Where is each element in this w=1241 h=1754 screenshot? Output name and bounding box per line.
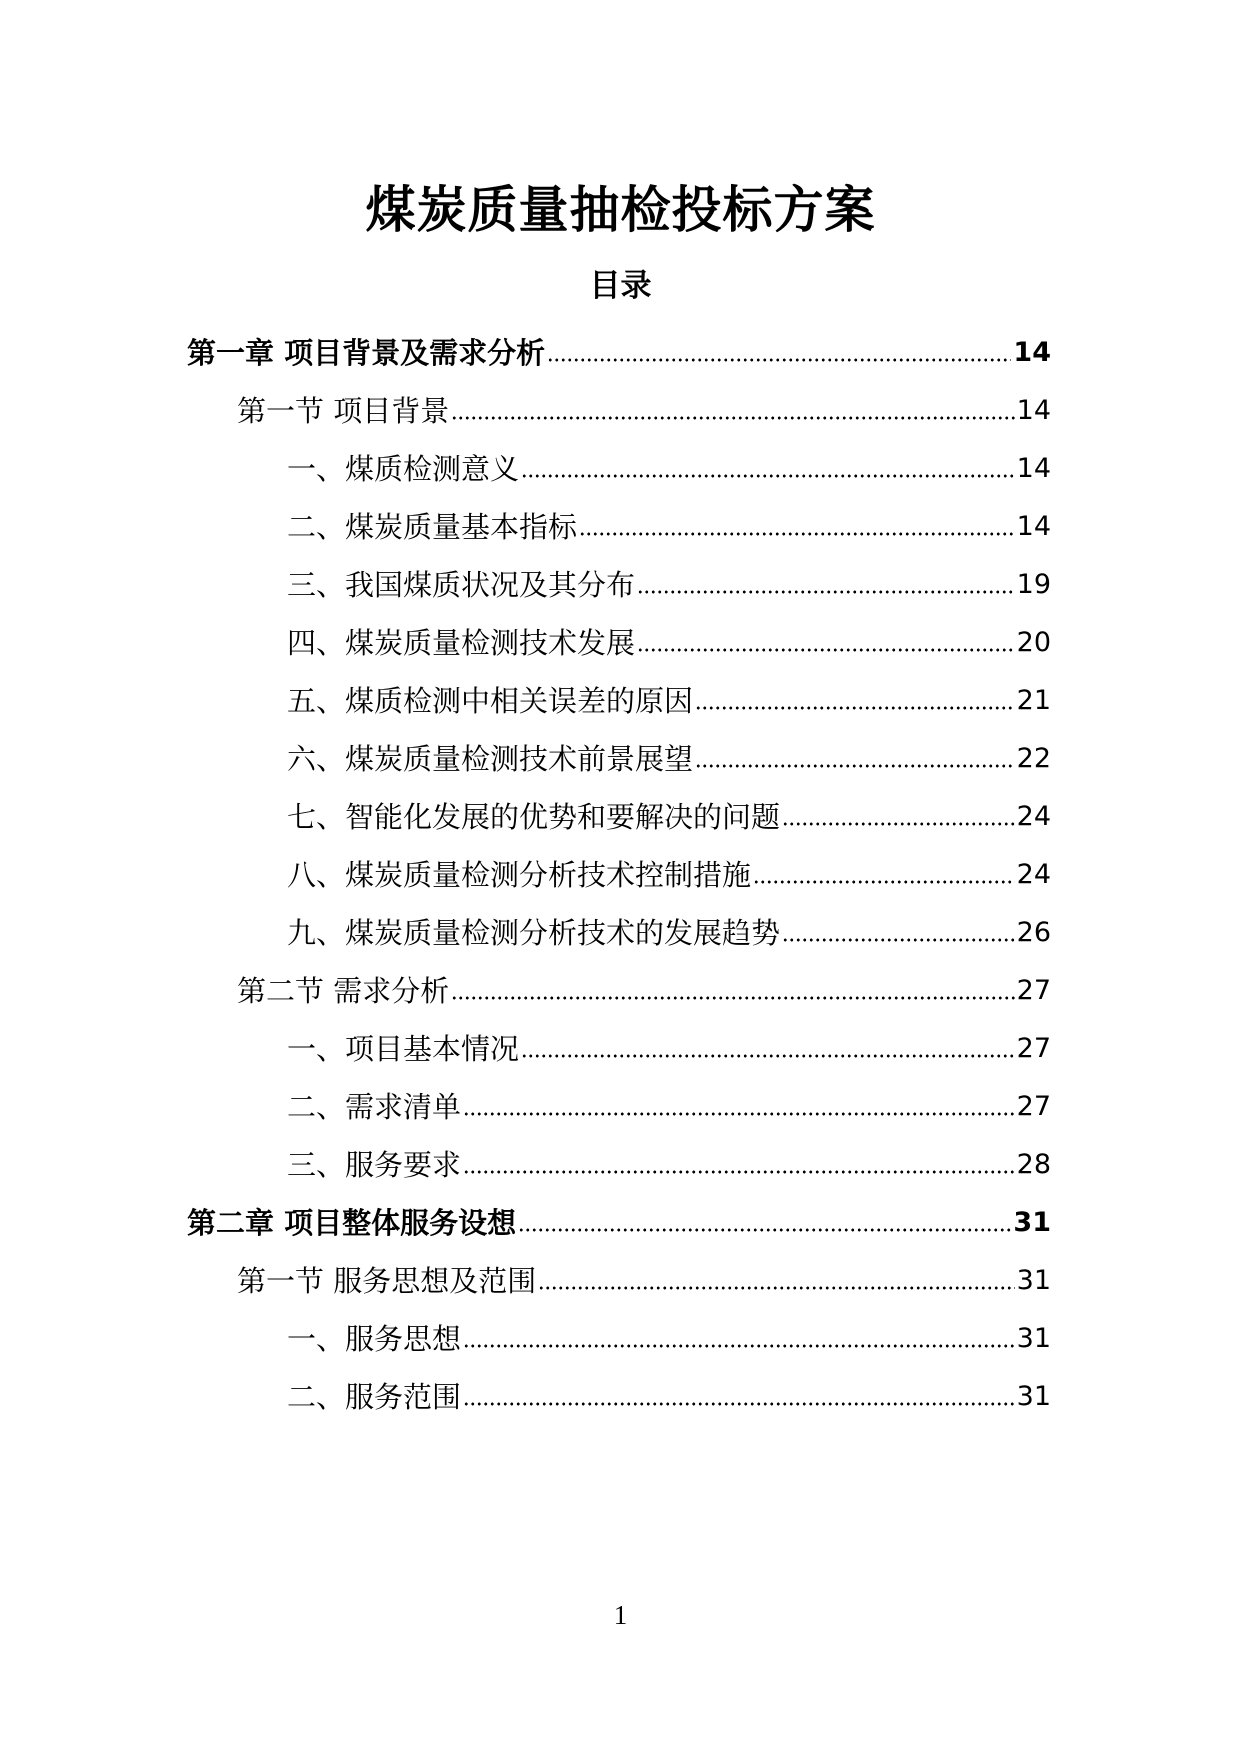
toc-entry-subsection[interactable] [287,1145,1051,1185]
toc-dot-leader [538,1284,1014,1292]
toc-entry-chapter[interactable] [187,1203,1051,1243]
toc-entry-text: 第一节 项目背景 [237,394,450,428]
toc-entry-text: 五、煤质检测中相关误差的原因 [287,684,694,718]
toc-entry-subsection[interactable] [287,855,1051,895]
toc-entry-subsection[interactable] [287,507,1051,547]
toc-page-number: 27 [1016,1091,1051,1122]
toc-dot-leader [451,414,1014,422]
toc-page-number: 24 [1016,801,1051,832]
toc-page-number: 31 [1016,1265,1051,1296]
toc-dot-leader [695,762,1015,770]
toc-dot-leader [547,356,1011,364]
toc-page-number: 31 [1016,1323,1051,1354]
toc-entry-subsection[interactable] [287,1087,1051,1127]
toc-page-number: 31 [1013,1207,1051,1238]
page-number: 1 [613,1600,628,1630]
toc-dot-leader [463,1168,1015,1176]
toc-entry-subsection[interactable] [287,1319,1051,1359]
toc-entry-text: 一、煤质检测意义 [287,452,520,486]
toc-heading: 目录 [589,268,652,304]
toc-page-number: 27 [1016,1033,1051,1064]
toc-entry-section[interactable] [237,391,1051,431]
toc-dot-leader [518,1226,1011,1234]
toc-page-number: 20 [1016,627,1051,658]
toc-entry-text: 二、需求清单 [287,1090,462,1124]
toc-dot-leader [521,472,1015,480]
toc-dot-leader [782,936,1015,944]
toc-page-number: 14 [1016,453,1051,484]
toc-page-number: 26 [1016,917,1051,948]
toc-entry-text: 二、煤炭质量基本指标 [287,510,578,544]
toc-dot-leader [521,1052,1015,1060]
toc-entry-subsection[interactable] [287,565,1051,605]
toc-entry-text: 三、服务要求 [287,1148,462,1182]
toc-page-number: 19 [1016,569,1051,600]
toc-entry-text: 七、智能化发展的优势和要解决的问题 [287,800,781,834]
toc-entry-text: 一、项目基本情况 [287,1032,520,1066]
toc-dot-leader [463,1342,1015,1350]
toc-entry-text: 九、煤炭质量检测分析技术的发展趋势 [287,916,781,950]
toc-page-number: 24 [1016,859,1051,890]
toc-dot-leader [695,704,1015,712]
toc-dot-leader [463,1110,1015,1118]
toc-dot-leader [753,878,1015,886]
toc-entry-text: 三、我国煤质状况及其分布 [287,568,636,602]
toc-entry-text: 八、煤炭质量检测分析技术控制措施 [287,858,752,892]
toc-entry-subsection[interactable] [287,739,1051,779]
toc-page-number: 28 [1016,1149,1051,1180]
document-title: 煤炭质量抽检投标方案 [365,181,876,239]
toc-entry-text: 第一节 服务思想及范围 [237,1264,537,1298]
toc-page-number: 27 [1016,975,1051,1006]
toc-dot-leader [579,530,1015,538]
toc-entry-subsection[interactable] [287,449,1051,489]
toc-entry-text: 第一章 项目背景及需求分析 [187,336,546,370]
toc-entry-subsection[interactable] [287,1029,1051,1069]
toc-entry-text: 六、煤炭质量检测技术前景展望 [287,742,694,776]
toc-dot-leader [637,646,1015,654]
toc-entry-subsection[interactable] [287,1377,1051,1417]
toc-page-number: 14 [1013,337,1051,368]
toc-dot-leader [451,994,1014,1002]
toc-entry-chapter[interactable] [187,333,1051,373]
toc-entry-subsection[interactable] [287,623,1051,663]
toc-page-number: 14 [1016,395,1051,426]
toc-dot-leader [782,820,1015,828]
toc-entry-subsection[interactable] [287,913,1051,953]
toc-page-number: 21 [1016,685,1051,716]
toc-entry-text: 二、服务范围 [287,1380,462,1414]
toc-entry-text: 第二节 需求分析 [237,974,450,1008]
toc-entry-section[interactable] [237,1261,1051,1301]
toc-entry-subsection[interactable] [287,797,1051,837]
toc-entry-section[interactable] [237,971,1051,1011]
toc-entry-text: 四、煤炭质量检测技术发展 [287,626,636,660]
toc-page-number: 22 [1016,743,1051,774]
toc-page-number: 14 [1016,511,1051,542]
toc-entry-text: 一、服务思想 [287,1322,462,1356]
toc-page-number: 31 [1016,1381,1051,1412]
toc-dot-leader [637,588,1015,596]
toc-entry-text: 第二章 项目整体服务设想 [187,1206,517,1240]
toc-dot-leader [463,1400,1015,1408]
toc-entry-subsection[interactable] [287,681,1051,721]
